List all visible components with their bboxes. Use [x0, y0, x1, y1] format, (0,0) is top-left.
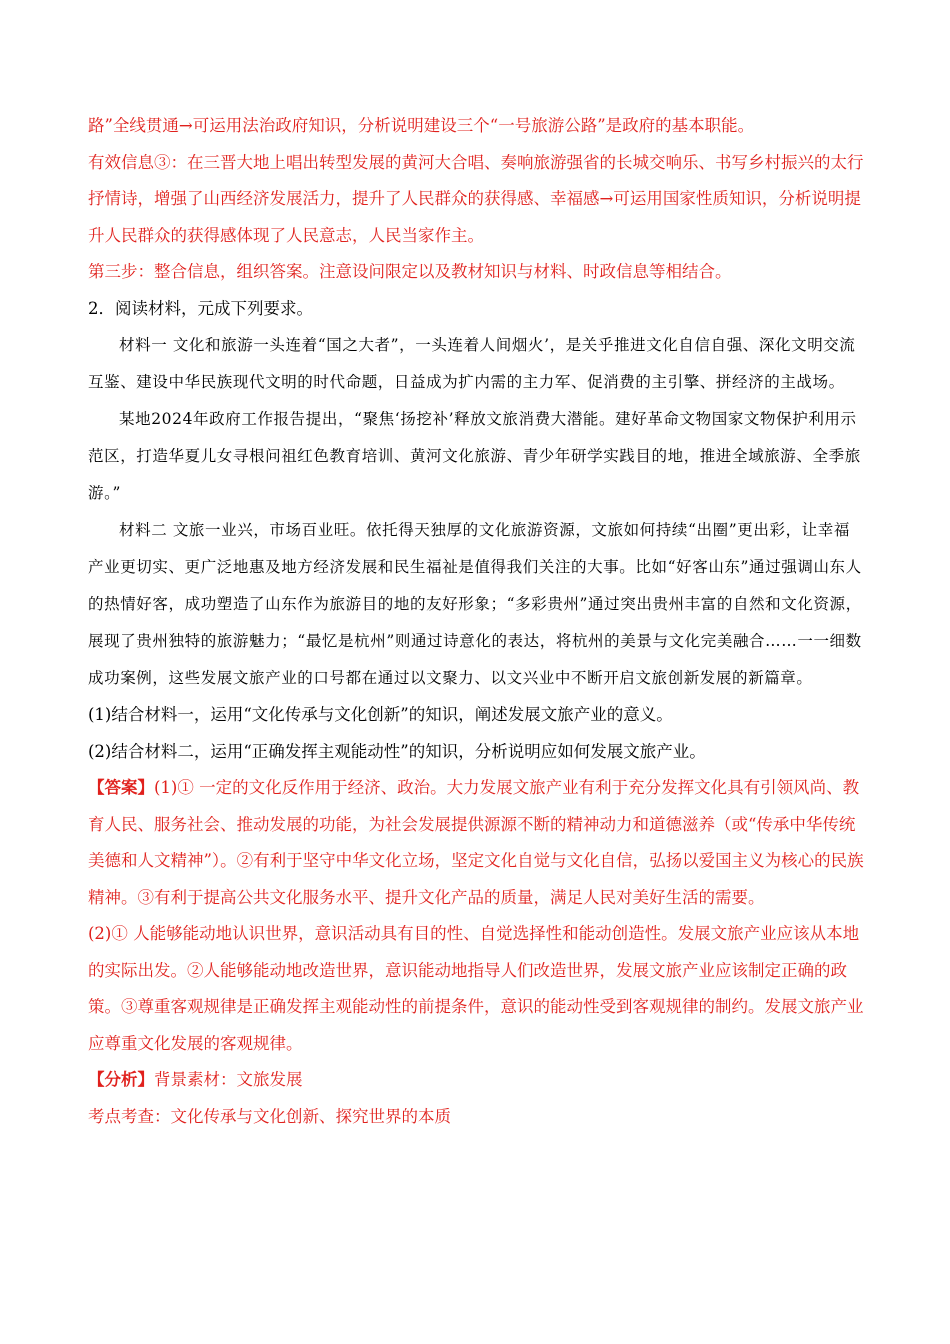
answer-tag: 【答案】 [88, 778, 154, 797]
material-1: 材料一 文化和旅游一头连着“国之大者”，一头连着人间烟火’，是关乎推进文化自信自强、深化文明交流互鉴、建设中华民族现代文明的时代命题，日益成为扩内需的主力军、促消费的主引擎、拼经济的主战场。 [88, 336, 856, 391]
material-2: 材料二 文旅一业兴，市场百业旺。依托得天独厚的文化旅游资源，文旅如何持续“出圈”更出彩，让幸福产业更切实、更广泛地惠及地方经济发展和民生福祉是值得我们关注的大事。比如“好客山东”通过强调山东人的热情好客，成功塑造了山东作为旅游目的地的友好形象；“多彩贵州”通过突出贵州丰富的自然和文化资源，展现了贵州独特的旅游魅力；“最忆是杭州”则通过诗意化的表达，将杭州的美景与文化完美融合……一一细数成功案例，这些发展文旅产业的口号都在通过以文聚力、以文兴业中不断开启文旅创新发展的新篇章。 [88, 521, 862, 687]
answer-part-1-text: (1)① 一定的文化反作用于经济、政治。大力发展文旅产业有利于充分发挥文化具有引领风尚、教育人民、服务社会、推动发展的功能，为社会发展提供源源不断的精神动力和道德滋养（或“传承中华传统美德和人文精神”）。②有利于坚守中华文化立场，坚定文化自觉与文化自信，弘扬以爱国主义为核心的民族精神。③有利于提高公共文化服务水平、提升文化产品的质量，满足人民对美好生活的需要。 [88, 778, 864, 907]
analysis-tag: 【分析】 [88, 1070, 154, 1089]
question-2-heading: 2．阅读材料，元成下列要求。 [88, 298, 313, 318]
analysis-text: 背景素材：文旅发展 [154, 1070, 303, 1089]
document-page [88, 108, 866, 1135]
sub-question-2: (2)结合材料二，运用“正确发挥主观能动性”的知识，分析说明应如何发展文旅产业。 [88, 741, 706, 761]
paragraph-info-2: 路”全线贯通→可运用法治政府知识，分析说明建设三个“一号旅游公路”是政府的基本职能。 [88, 116, 755, 135]
analysis-points: 考点考查：文化传承与文化创新、探究世界的本质 [88, 1106, 451, 1126]
material-1-report: 某地2024年政府工作报告提出，“聚焦‘扬挖补’释放文旅消费大潜能。建好革命文物国家文物保护利用示范区，打造华夏儿女寻根问祖红色教育培训、黄河文化旅游、青少年研学实践目的地，推进全域旅游、全季旅游。” [88, 410, 861, 502]
paragraph-info-3: 有效信息③：在三晋大地上唱出转型发展的黄河大合唱、奏响旅游强省的长城交响乐、书写乡村振兴的太行抒情诗，增强了山西经济发展活力，提升了人民群众的获得感、幸福感→可运用国家性质知识，分析说明提升人民群众的获得感体现了人民意志，人民当家作主。 [88, 152, 864, 245]
paragraph-step-3: 第三步：整合信息，组织答案。注意设问限定以及教材知识与材料、时政信息等相结合。 [88, 262, 732, 281]
answer-part-2: (2)① 人能够能动地认识世界，意识活动具有目的性、自觉选择性和能动创造性。发展文旅产业应该从本地的实际出发。②人能够能动地改造世界，意识能动地指导人们改造世界，发展文旅产业应该制定正确的政策。③尊重客观规律是正确发挥主观能动性的前提条件，意识的能动性受到客观规律的制约。发展文旅产业应尊重文化发展的客观规律。 [88, 924, 864, 1053]
sub-question-1: (1)结合材料一，运用“文化传承与文化创新”的知识，阐述发展文旅产业的意义。 [88, 705, 673, 724]
answer-part-1 [88, 770, 866, 916]
analysis [88, 1062, 866, 1099]
